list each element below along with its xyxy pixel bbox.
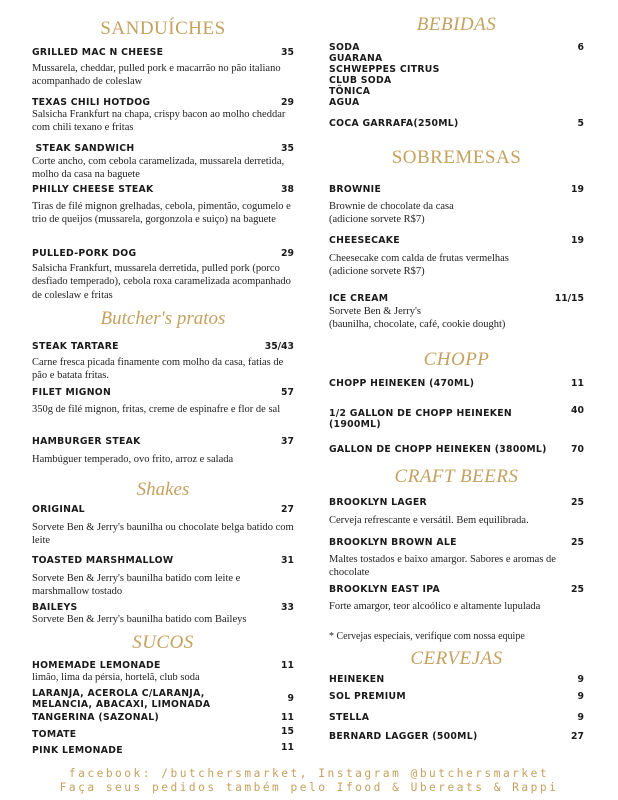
- menu-item: [329, 691, 584, 702]
- menu-item: [329, 497, 584, 526]
- item-price: 11: [281, 660, 294, 671]
- item-price: 6: [577, 42, 584, 53]
- item-name: HEINEKEN: [329, 674, 385, 685]
- item-description: Mussarela, cheddar, pulled pork e macarrão no pão italiano acompanhado de coleslaw: [32, 63, 281, 88]
- menu-item: [329, 674, 584, 685]
- item-description: Sorvete Ben & Jerry's baunilha batido com Baileys: [32, 614, 247, 625]
- item-name: BROOKLYN EAST IPA: [329, 584, 441, 595]
- item-description: Sorvete Ben & Jerry's (baunilha, chocolate, café, cookie dought): [329, 306, 506, 331]
- item-price: 9: [577, 691, 584, 702]
- menu-item: [32, 555, 294, 598]
- section-title-cervejas: CERVEJAS: [410, 648, 503, 669]
- menu-item: [32, 47, 294, 88]
- item-description: Hambúguer temperado, ovo frito, arroz e salada: [32, 454, 234, 465]
- menu-item: [32, 143, 294, 181]
- item-price: 11: [571, 378, 584, 389]
- footer-social-links: facebook: /butchersmarket, Instagram @butchersmarket: [68, 767, 550, 780]
- item-name: GRILLED MAC N CHEESE: [32, 47, 164, 58]
- item-price: 70: [571, 444, 584, 455]
- item-description: Forte amargor, teor alcoólico e altamente lupulada: [329, 601, 541, 612]
- item-name: BERNARD LAGGER (500ML): [329, 731, 478, 742]
- item-name: PINK LEMONADE: [32, 745, 123, 756]
- menu-item: [32, 184, 294, 226]
- item-name: STEAK TARTARE: [32, 341, 119, 352]
- craft-beers-note: * Cervejas especiais, verifique com nossa equipe: [329, 631, 525, 642]
- item-name: TOMATE: [32, 729, 77, 740]
- section-title-sobremesas: SOBREMESAS: [391, 147, 522, 168]
- item-name: HOMEMADE LEMONADE: [32, 660, 161, 671]
- item-price: 25: [571, 584, 584, 595]
- menu-item: [329, 42, 584, 108]
- item-price: 35/43: [264, 341, 294, 352]
- item-name: FILET MIGNON: [32, 387, 112, 398]
- item-price: 11: [281, 742, 294, 753]
- item-price: 38: [281, 184, 294, 195]
- item-description: Sorvete Ben & Jerry's baunilha batido com leite e marshmallow tostado: [32, 573, 241, 598]
- item-name: PHILLY CHEESE STEAK: [32, 184, 154, 195]
- item-name: TOASTED MARSHMALLOW: [32, 555, 174, 566]
- item-price: 11/15: [554, 293, 584, 304]
- section-title-chopp: CHOPP: [423, 349, 490, 370]
- item-description: Tiras de filé mignon grelhadas, cebola, pimentão, cogumelo e trio de queijos (mussarela, gorgonzola e suiço) na baguete: [32, 201, 291, 226]
- item-name: BROOKLYN BROWN ALE: [329, 537, 457, 548]
- item-price: 29: [281, 97, 294, 108]
- item-price: 35: [281, 143, 294, 154]
- item-name: SOL PREMIUM: [329, 691, 406, 702]
- section-title-bebidas: BEBIDAS: [416, 14, 497, 35]
- item-price: 19: [571, 184, 584, 195]
- item-description: Cerveja refrescante e versátil. Bem equilibrada.: [329, 515, 529, 526]
- item-description: Sorvete Ben & Jerry's baunilha ou chocolate belga batido com leite: [32, 522, 294, 547]
- menu-item: [329, 118, 584, 129]
- item-name: BROOKLYN LAGER: [329, 497, 427, 508]
- item-name: CHEESECAKE: [329, 235, 400, 246]
- menu-item: [32, 726, 294, 740]
- menu-item: [32, 97, 294, 134]
- item-description: Salsicha Frankfurt, mussarela derretida, pulled pork (porco desfiado temperado), cebola roxa caramelizada acompanhado de coleslaw e fritas: [32, 263, 291, 301]
- menu-item: [329, 537, 584, 579]
- item-price: 19: [571, 235, 584, 246]
- item-price: 33: [281, 602, 294, 613]
- item-name: BROWNIE: [329, 184, 382, 195]
- menu-item: [329, 184, 584, 226]
- item-price: 27: [281, 504, 294, 515]
- item-name: HAMBURGER STEAK: [32, 436, 141, 447]
- menu-item: [32, 387, 294, 415]
- item-price: 57: [281, 387, 294, 398]
- item-name: CHOPP HEINEKEN (470ML): [329, 378, 475, 389]
- footer-delivery-apps: Faça seus pedidos também pelo Ifood & Ubereats & Rappi: [59, 781, 559, 794]
- menu-item: [32, 602, 294, 625]
- menu-item: [329, 378, 584, 389]
- item-price: 25: [571, 537, 584, 548]
- menu-item: [329, 584, 584, 612]
- menu-item: [32, 248, 294, 301]
- item-name: TANGERINA (SAZONAL): [32, 712, 160, 723]
- item-price: 35: [281, 47, 294, 58]
- menu-item: [329, 405, 584, 430]
- item-price: 29: [281, 248, 294, 259]
- item-name: LARANJA, ACEROLA C/LARANJA, MELANCIA, ABACAXI, LIMONADA: [32, 688, 211, 710]
- item-name: ORIGINAL: [32, 504, 85, 515]
- item-name: PULLED-PORK DOG: [32, 248, 137, 259]
- section-title-shakes: Shakes: [136, 479, 190, 500]
- section-title-butchers-pratos: Butcher's pratos: [100, 308, 226, 329]
- item-name: 1/2 GALLON DE CHOPP HEINEKEN (1900ML): [329, 408, 512, 430]
- item-price: 9: [287, 693, 294, 704]
- menu-item: [329, 444, 584, 455]
- menu-item: [329, 731, 584, 742]
- menu-item: [32, 436, 294, 465]
- item-name: COCA GARRAFA(250ML): [329, 118, 459, 129]
- menu-item: [32, 688, 294, 710]
- item-name: STEAK SANDWICH: [32, 143, 135, 154]
- section-title-sucos: SUCOS: [132, 632, 194, 653]
- item-name: GALLON DE CHOPP HEINEKEN (3800ML): [329, 444, 547, 455]
- item-price: 31: [281, 555, 294, 566]
- section-title-craft-beers: CRAFT BEERS: [394, 466, 519, 487]
- item-description: Brownie de chocolate da casa (adicione sorvete R$7): [329, 201, 454, 226]
- item-price: 27: [571, 731, 584, 742]
- menu-item: [329, 712, 584, 723]
- menu-item: [329, 293, 584, 331]
- item-description: Cheesecake com calda de frutas vermelhas (adicione sorvete R$7): [329, 253, 509, 278]
- item-description: Corte ancho, com cebola caramelizada, mussarela derretida, molho da casa na baguete: [32, 156, 285, 181]
- item-price: 25: [571, 497, 584, 508]
- item-price: 37: [281, 436, 294, 447]
- menu-item: [32, 712, 294, 723]
- item-price: 40: [571, 405, 584, 416]
- item-price: 9: [577, 712, 584, 723]
- item-name: STELLA: [329, 712, 370, 723]
- item-price: 11: [281, 712, 294, 723]
- menu-item: [32, 341, 294, 382]
- menu-item: [32, 742, 294, 756]
- item-description: Salsicha Frankfurt na chapa, crispy bacon ao molho cheddar com chili texano e fritas: [32, 109, 286, 134]
- item-name: BAILEYS: [32, 602, 78, 613]
- item-description: Maltes tostados e baixo amargor. Sabores e aromas de chocolate: [329, 554, 556, 579]
- menu-item: [32, 660, 294, 683]
- item-price: 15: [281, 726, 294, 737]
- section-title-sanduiches: SANDUÍCHES: [100, 18, 226, 39]
- menu-item: [329, 235, 584, 278]
- menu-item: [32, 504, 294, 547]
- item-name: ICE CREAM: [329, 293, 389, 304]
- item-description: Carne fresca picada finamente com molho da casa, fatias de pão e batata fritas.: [32, 357, 284, 382]
- item-price: 5: [577, 118, 584, 129]
- item-price: 9: [577, 674, 584, 685]
- item-description: 350g de filé mignon, fritas, creme de espinafre e flor de sal: [32, 404, 281, 415]
- item-description: limão, lima da pérsia, hortelã, club soda: [32, 672, 200, 683]
- item-name: SODA GUARANA SCHWEPPES CITRUS CLUB SODA TÔNICA AGUA: [329, 42, 440, 108]
- item-name: TEXAS CHILI HOTDOG: [32, 97, 151, 108]
